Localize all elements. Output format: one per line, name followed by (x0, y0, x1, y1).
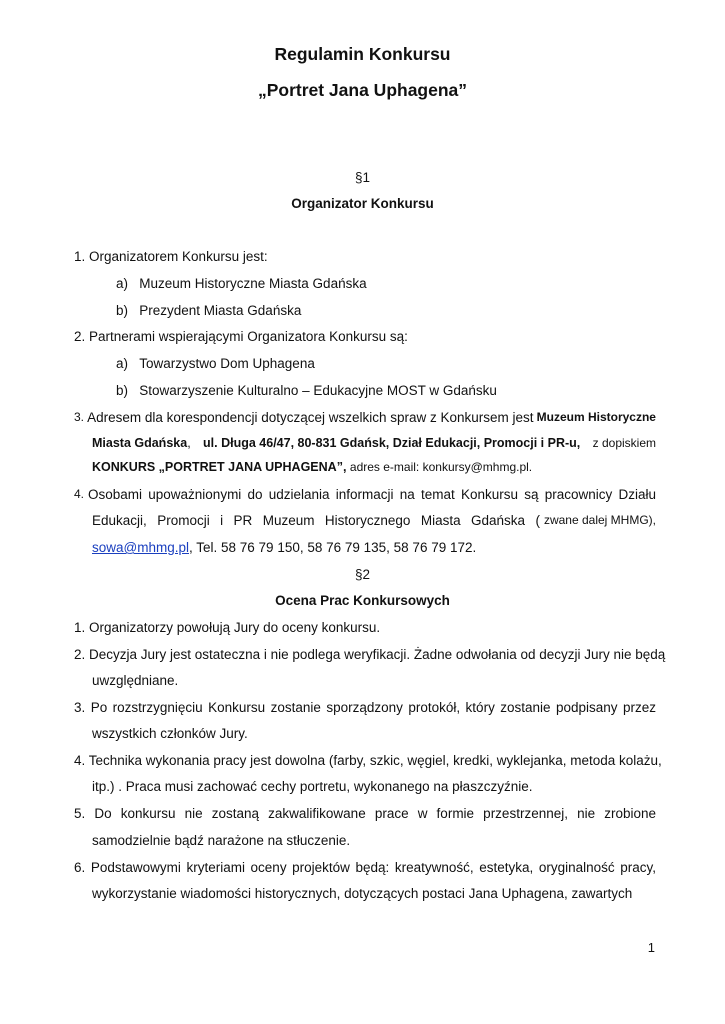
s2-item2-line1: 2. Decyzja Jury jest ostateczna i nie podlega weryfikacji. Żadne odwołania od decyzji Jury nie będą (74, 647, 666, 662)
s1-item3-num: 3. (74, 410, 85, 424)
s2-item5-line1: 5. Do konkursu nie zostaną zakwalifikowane prace w formie przestrzennej, nie zrobione (74, 806, 656, 821)
s2-item3-line1: 3. Po rozstrzygnięciu Konkursu zostanie sporządzony protokół, który zostanie podpisany przez (74, 700, 656, 715)
contact-email-link[interactable]: sowa@mhmg.pl (92, 540, 189, 555)
s1-item4-line3 (92, 540, 476, 555)
s2-item1: 1. Organizatorzy powołują Jury do oceny konkursu. (74, 620, 381, 635)
s1-item4-line1 (74, 487, 656, 502)
s1-item3-city: Miasta Gdańska (92, 436, 188, 450)
s1-item2b: b) Stowarzyszenie Kulturalno – Edukacyjne MOST w Gdańsku (116, 383, 497, 398)
s1-item3-text: Adresem dla korespondencji dotyczącej wszelkich spraw z Konkursem jest (87, 410, 534, 425)
document-subtitle: „Portret Jana Uphagena” (257, 80, 468, 100)
page-number: 1 (647, 940, 655, 955)
section2-heading: Ocena Prac Konkursowych (275, 593, 450, 608)
s2-item3-line2: wszystkich członków Jury. (92, 726, 248, 741)
s1-item1: 1. Organizatorem Konkursu jest: (74, 249, 268, 264)
s1-item3-museum: Muzeum Historyczne (536, 410, 656, 424)
s1-item3-line2 (92, 436, 656, 450)
s1-item4-phones: , Tel. 58 76 79 150, 58 76 79 135, 58 76 79 172. (189, 540, 477, 555)
s2-item4-line1: 4. Technika wykonania pracy jest dowolna (farby, szkic, węgiel, kredki, wyklejanka, metoda kolażu, (74, 753, 662, 768)
s1-item3-address: ul. Długa 46/47, 80-831 Gdańsk, Dział Edukacji, Promocji i PR-u, (203, 436, 581, 450)
s1-item4-note: zwane dalej MHMG), (543, 513, 656, 527)
s1-item3-line1 (74, 410, 656, 425)
s1-item4-text1: Osobami upoważnionymi do udzielania informacji na temat Konkursu są pracownicy Działu (88, 487, 656, 502)
document-title: Regulamin Konkursu (274, 44, 451, 64)
s1-item3-line3 (92, 460, 532, 474)
s1-item1a: a) Muzeum Historyczne Miasta Gdańska (116, 276, 367, 291)
s1-item3-email: adres e-mail: konkursy@mhmg.pl. (349, 460, 533, 474)
s1-item3-contest: KONKURS „PORTRET JANA UPHAGENA”, (92, 460, 347, 474)
s1-item3-sep: , (187, 436, 191, 450)
s1-item4-num: 4. (74, 487, 85, 501)
section2-symbol: §2 (354, 567, 371, 582)
s2-item6-line1: 6. Podstawowymi kryteriami oceny projektów będą: kreatywność, estetyka, oryginalność pracy, (74, 860, 656, 875)
s1-item1b: b) Prezydent Miasta Gdańska (116, 303, 302, 318)
s2-item2-line2: uwzględniane. (92, 673, 179, 688)
s2-item4-line2: itp.) . Praca musi zachować cechy portretu, wykonanego na płaszczyźnie. (92, 779, 533, 794)
section1-heading: Organizator Konkursu (291, 196, 434, 211)
s2-item6-line2: wykorzystanie wiadomości historycznych, dotyczących postaci Jana Uphagena, zawartych (92, 886, 633, 901)
s1-item4-text2: Edukacji, Promocji i PR Muzeum Historycznego Miasta Gdańska ( (92, 513, 540, 528)
s1-item2: 2. Partnerami wspierającymi Organizatora Konkursu są: (74, 329, 408, 344)
s1-item4-line2 (92, 513, 656, 528)
s1-item3-note: z dopiskiem (592, 436, 656, 450)
section1-symbol: §1 (354, 170, 371, 185)
s1-item2a: a) Towarzystwo Dom Uphagena (116, 356, 315, 371)
s2-item5-line2: samodzielnie bądź narażone na stłuczenie. (92, 833, 351, 848)
